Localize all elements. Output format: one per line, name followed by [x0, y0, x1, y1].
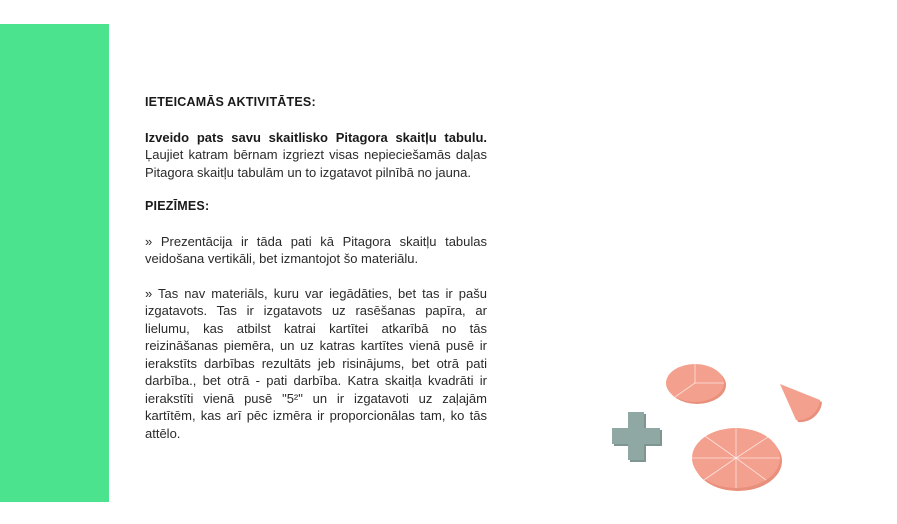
note-2: » Tas nav materiāls, kuru var iegādāties, bet tas ir pašu izgatavots. Tas ir izgatavots uz rasēšanas papīra, ar lielumu, kas atbilst katrai kartītei atkarībā no tās reizināšanas piemēra, un uz katras kartītes vienā pusē ir ierakstīts darbības rezultāts jeb risinājums, bet otrā pati darbība., bet otrā - pati darbība. Katra skaitļa kvadrāti ir ierakstīti vienā pusē "5²" un ir izgatavoti uz zaļajām kartītēm, kas arī pēc izmēra ir proporcionālas tam, ko tās attēlo.: [145, 285, 487, 441]
green-side-bar: [0, 24, 109, 502]
fraction-wedge-icon: [780, 384, 822, 422]
activities-heading: IETEICAMĀS AKTIVITĀTES:: [145, 95, 316, 109]
activity-paragraph: [145, 129, 487, 182]
fraction-circle-small-icon: [666, 364, 726, 404]
text-content: [145, 94, 487, 459]
note-1: » Prezentācija ir tāda pati kā Pitagora skaitļu tabulas veidošana vertikāli, bet izmantojot šo materiālu.: [145, 233, 487, 266]
fraction-circle-large-icon: [692, 428, 782, 491]
plus-shape-icon: [612, 412, 662, 462]
activity-bold: Izveido pats savu skaitlisko Pitagora skaitļu tabulu.: [145, 129, 487, 145]
notes-heading: PIEZĪMES:: [145, 199, 210, 213]
activity-text: Ļaujiet katram bērnam izgriezt visas nepieciešamās daļas Pitagora skaitļu tabulām un to izgatavot pilnībā no jauna.: [145, 147, 487, 180]
fraction-circles-and-plus-illustration: [600, 360, 840, 500]
